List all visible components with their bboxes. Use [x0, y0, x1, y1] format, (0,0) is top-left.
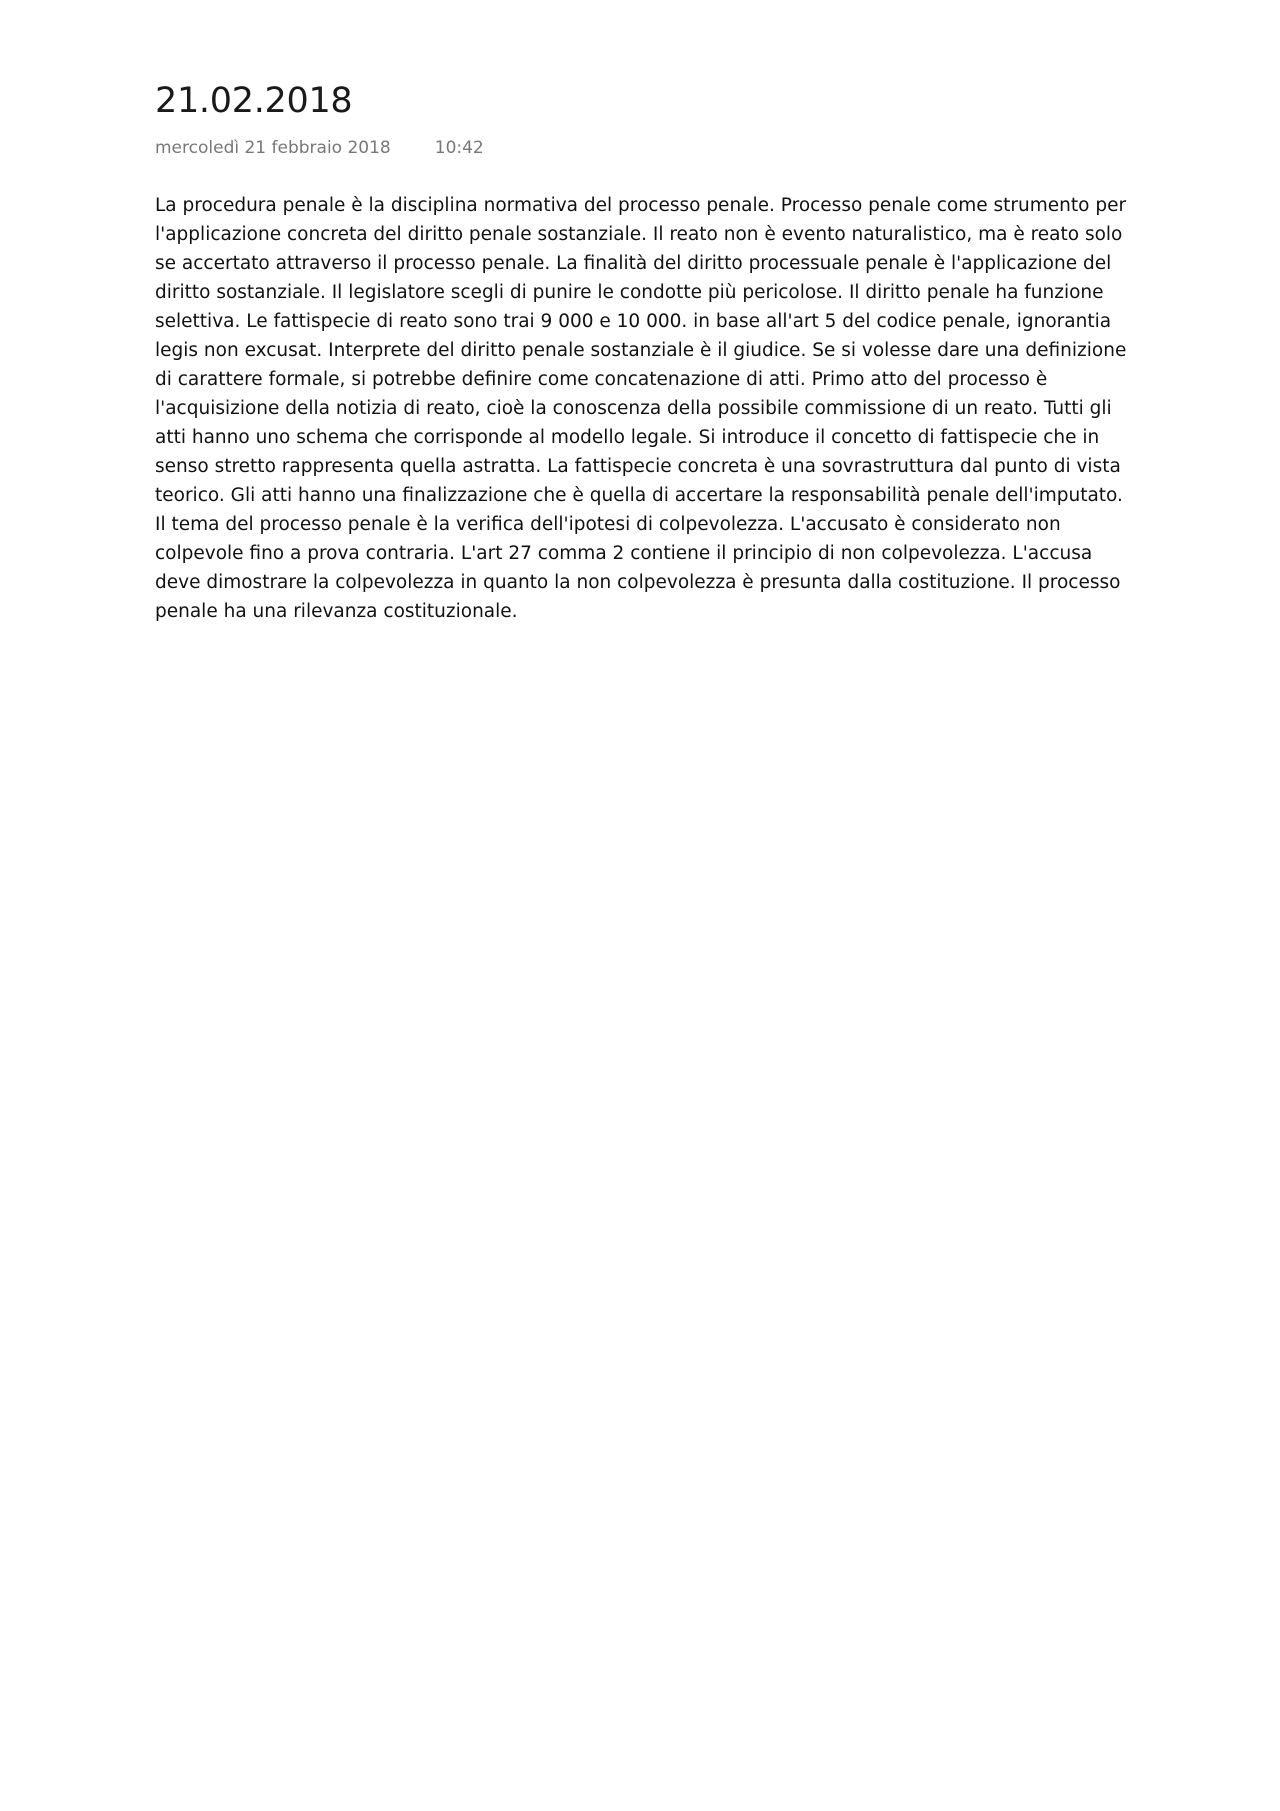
note-body-text: La procedura penale è la disciplina normativa del processo penale. Processo penale come strumento per l'applicazione concreta del diritto penale sostanziale. Il reato non è evento naturalistico, ma è reato solo se accertato attraverso il processo penale. La finalità del diritto processuale penale è l'applicazione del diritto sostanziale. Il legislatore scegli di punire le condotte più pericolose. Il diritto penale ha funzione selettiva. Le fattispecie di reato sono trai 9 000 e 10 000. in base all'art 5 del codice penale, ignorantia legis non excusat. Interprete del diritto penale sostanziale è il giudice. Se si volesse dare una definizione di carattere formale, si potrebbe definire come concatenazione di atti. Primo atto del processo è l'acquisizione della notizia di reato, cioè la conoscenza della possibile commissione di un reato. Tutti gli atti hanno uno schema che corrisponde al modello legale. Si introduce il concetto di fattispecie che in senso stretto rappresenta quella astratta. La fattispecie concreta è una sovrastruttura dal punto di vista teorico. Gli atti hanno una finalizzazione che è quella di accertare la responsabilità penale dell'imputato. Il tema del processo penale è la verifica dell'ipotesi di colpevolezza. L'accusato è considerato non colpevole fino a prova contraria. L'art 27 comma 2 contiene il principio di non colpevolezza. L'accusa deve dimostrare la colpevolezza in quanto la non colpevolezza è presunta dalla costituzione. Il processo penale ha una rilevanza costituzionale. — [155, 195, 1127, 622]
note-container — [155, 80, 1130, 626]
note-title: 21.02.2018 — [155, 81, 353, 121]
note-time: 10:42 — [434, 138, 484, 158]
note-date: mercoledì 21 febbraio 2018 — [155, 138, 391, 158]
note-meta — [155, 138, 1130, 158]
